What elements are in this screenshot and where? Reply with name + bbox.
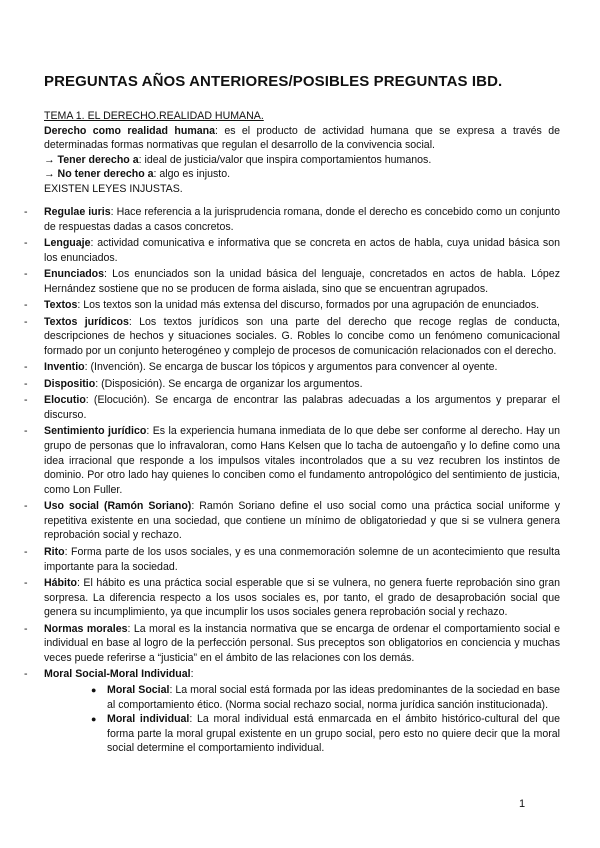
definitions-list [0, 205, 560, 758]
tener-derecho-term: Tener derecho a [57, 153, 139, 166]
subitem-term: Moral Social [107, 683, 170, 696]
dash-bullet: - [24, 299, 28, 312]
no-tener-derecho-line [44, 167, 560, 182]
list-item [0, 576, 560, 620]
list-item [0, 622, 560, 666]
dash-bullet: - [24, 206, 28, 218]
bullet-icon: ● [91, 714, 97, 725]
dash-bullet: - [24, 577, 28, 590]
item-term: Hábito [44, 577, 77, 590]
definition-text: : es el producto de actividad humana que se expresa a través de determinadas formas normativas que regulan el desarrollo de la convivencia social. [44, 124, 560, 152]
dash-bullet: - [24, 237, 28, 250]
item-term: Sentimiento jurídico [44, 425, 147, 438]
dash-bullet: - [24, 268, 28, 281]
item-text: : (Invención). Se encarga de buscar los tópicos y argumentos para convencer al oyente. [84, 361, 498, 374]
arrow-icon: → [44, 153, 55, 166]
item-text: : El hábito es una práctica social esperable que si se vulnera, no genera fuerte reprobación sino gran sorpresa. La diferencia respecto a los usos sociales es, por tanto, el grado de desaprobación social que genera su incumplimiento, ya que incumplir los usos sociales genera reprobación social y rechazo. [44, 577, 560, 619]
no-tener-derecho-text: : algo es injusto. [153, 168, 231, 181]
item-term: Textos jurídicos [44, 315, 129, 328]
dash-bullet: - [24, 668, 28, 681]
list-item [0, 360, 560, 375]
page-number: 1 [519, 798, 526, 810]
dash-bullet: - [24, 377, 28, 390]
dash-bullet: - [24, 394, 28, 407]
dash-bullet: - [24, 622, 28, 635]
sublist-item [44, 683, 560, 712]
subitem-text: : La moral social está formada por las ideas predominantes de la sociedad en base al comportamiento ético. (Norma social rechazo social, norma jurídica sanción institucionada). [107, 683, 561, 711]
list-item [0, 377, 560, 392]
item-text: : Es la experiencia humana inmediata de lo que debe ser conforme al derecho. Hay un grupo de personas que lo infravaloran, como Hans Kelsen que lo tacha de autoengaño y lo define como una idea irracional que responde a los impulsos vitales incontrolados que a su vez recubren los instintos de dominio. Por otro lado hay quienes lo conciben como el fundamento antropológico del sentimiento de justicia, como Lon Fuller. [44, 425, 561, 496]
item-text: : (Disposición). Se encarga de organizar los argumentos. [95, 377, 363, 390]
item-text: : Los enunciados son la unidad básica del lenguaje, concretados en actos de habla. López Hernández sostiene que no se producen de forma aislada, sino que se encuentran agrupados. [44, 268, 560, 295]
item-text: : Ramón Soriano define el uso social como una práctica social uniforme y repetitiva existente en una sociedad, que contiene un mínimo de obligatoriedad y que si se vulnera genera reprobación social y rechazo. [44, 500, 560, 542]
item-term: Regulae iuris [44, 206, 111, 218]
item-text: : (Elocución). Se encarga de encontrar las palabras adecuadas a los argumentos y preparar el discurso. [44, 394, 560, 421]
subitem-term: Moral individual [107, 713, 190, 726]
list-item-moral [0, 667, 560, 756]
list-item [0, 393, 560, 422]
no-tener-derecho-term: No tener derecho a [57, 168, 154, 181]
definition-paragraph [44, 124, 560, 153]
dash-bullet: - [24, 500, 28, 513]
arrow-icon: → [44, 168, 55, 181]
item-term: Dispositio [44, 377, 96, 390]
item-text: : Hace referencia a la jurisprudencia romana, donde el derecho es concebido como un conjunto de respuestas dadas a casos concretos. [44, 206, 561, 233]
list-item [0, 545, 560, 574]
item-text: : actividad comunicativa e informativa que se concreta en actos de habla, cuya unidad básica son los enunciados. [44, 237, 560, 264]
list-item [0, 315, 560, 359]
item-term: Textos [44, 299, 78, 312]
item-term: Inventio [44, 361, 85, 374]
item-term: Enunciados [44, 268, 105, 281]
document-title: PREGUNTAS AÑOS ANTERIORES/POSIBLES PREGUNTAS IBD. [44, 73, 503, 90]
item-term: Rito [44, 545, 65, 558]
tener-derecho-line [44, 153, 560, 168]
definition-term: Derecho como realidad humana [44, 124, 215, 137]
topic-heading: TEMA 1. EL DERECHO.REALIDAD HUMANA. [44, 110, 264, 122]
dash-bullet: - [24, 315, 28, 328]
list-item [0, 424, 560, 497]
list-item [0, 205, 560, 234]
sublist-item [44, 712, 560, 756]
item-term: Normas morales [44, 622, 128, 635]
list-item [0, 499, 560, 543]
item-text: : Los textos son la unidad más extensa del discurso, formados por una agrupación de enunciados. [77, 299, 540, 312]
dash-bullet: - [24, 361, 28, 374]
leyes-injustas-note: EXISTEN LEYES INJUSTAS. [44, 182, 183, 195]
dash-bullet: - [24, 545, 28, 558]
tener-derecho-text: : ideal de justicia/valor que inspira comportamientos humanos. [138, 153, 432, 166]
item-term: Uso social (Ramón Soriano) [44, 500, 192, 513]
item-term: Lenguaje [44, 237, 91, 250]
list-item [0, 236, 560, 265]
subitem-text: : La moral individual está enmarcada en el ámbito histórico-cultural del que forma parte la moral grupal existente en un grupo social, pero esto no quiere decir que la moral social determine el comportamiento individual. [107, 713, 560, 755]
item-term: Elocutio [44, 394, 86, 407]
moral-sublist [44, 683, 560, 756]
list-item [0, 298, 560, 313]
item-term: Moral Social-Moral Individual [44, 668, 191, 681]
item-text: : Forma parte de los usos sociales, y es una conmemoración solemne de un acontecimiento que resulta importante para la sociedad. [44, 545, 560, 573]
item-colon: : [190, 668, 194, 681]
dash-bullet: - [24, 425, 28, 438]
item-text: : La moral es la instancia normativa que se encarga de ordenar el comportamiento social e individual en base al logro de la perfección personal. Sus preceptos son obligatorios en conciencia y muchas veces puede referirse a “justicia” en el ámbito de las relaciones con los demás. [44, 622, 560, 664]
bullet-icon: ● [91, 684, 97, 695]
list-item [0, 267, 560, 296]
intro-section [44, 109, 560, 197]
item-text: : Los textos jurídicos son una parte del derecho que recoge reglas de conducta, descripciones de hechos y situaciones sociales. G. Robles lo concibe como un fenómeno comunicacional formado por un conjunto heterogéneo y complejo de procesos de comunicación relacionados con el derecho. [44, 315, 561, 357]
